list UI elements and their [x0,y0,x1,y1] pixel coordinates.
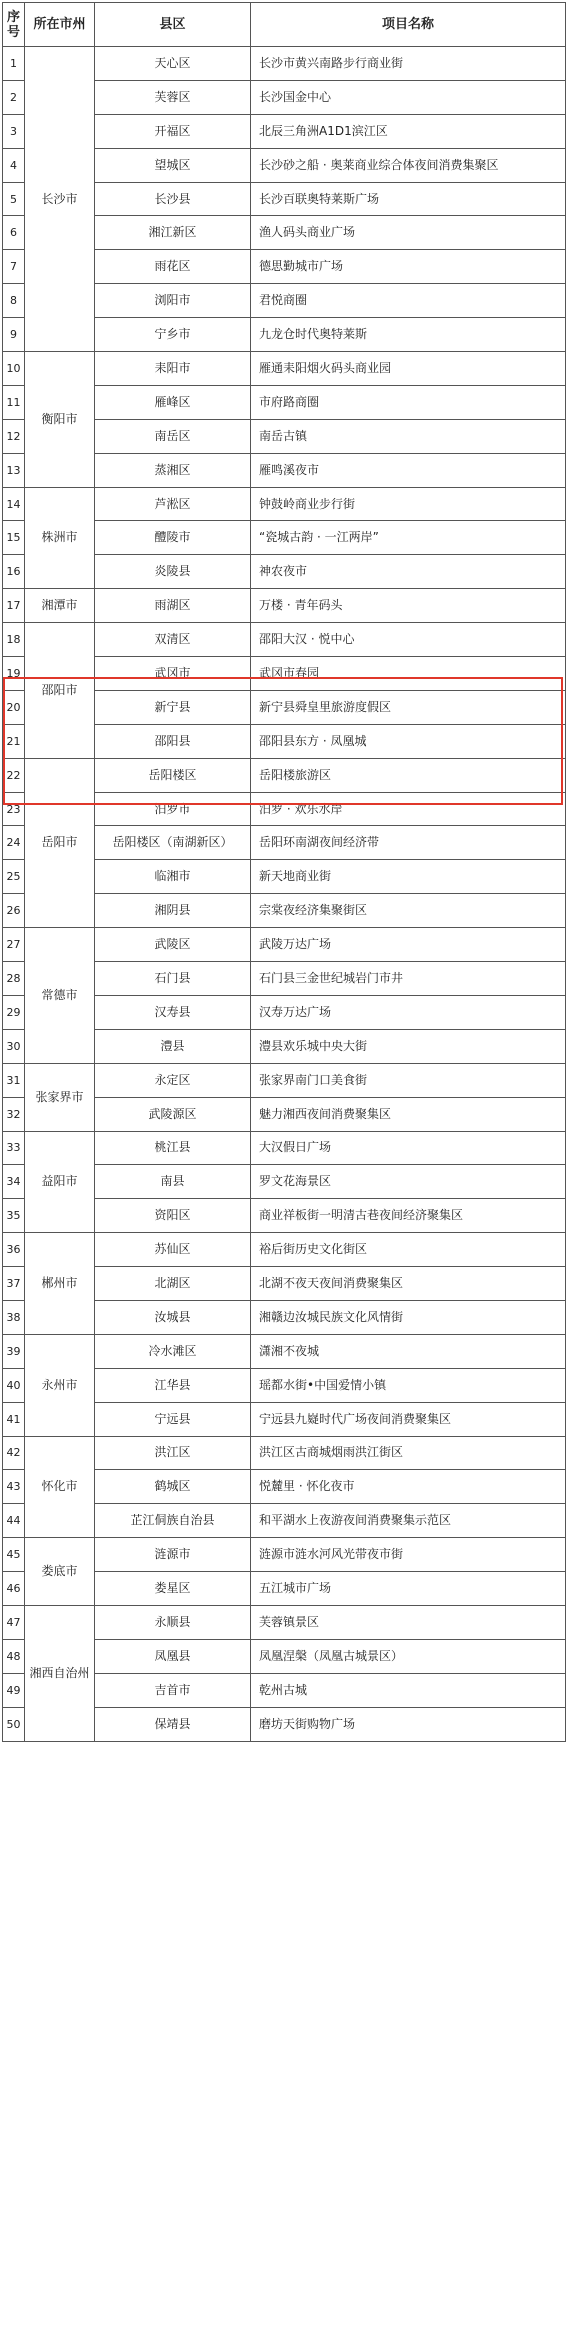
project-cell: 商业祥板街一明清古巷夜间经济聚集区 [251,1199,566,1233]
county-cell: 醴陵市 [95,521,251,555]
row-index: 31 [3,1063,25,1097]
row-index: 3 [3,114,25,148]
row-index: 45 [3,1538,25,1572]
row-index: 7 [3,250,25,284]
project-cell: 长沙百联奥特莱斯广场 [251,182,566,216]
project-cell: 罗文花海景区 [251,1165,566,1199]
row-index: 30 [3,1029,25,1063]
county-cell: 冷水滩区 [95,1334,251,1368]
row-index: 25 [3,860,25,894]
table-row [3,928,566,962]
row-index: 24 [3,826,25,860]
row-index: 5 [3,182,25,216]
county-cell: 保靖县 [95,1707,251,1741]
county-cell: 武陵源区 [95,1097,251,1131]
county-cell: 开福区 [95,114,251,148]
table-row [3,623,566,657]
row-index: 18 [3,623,25,657]
city-cell: 岳阳市 [25,758,95,927]
row-index: 38 [3,1300,25,1334]
project-cell: 魅力湘西夜间消费聚集区 [251,1097,566,1131]
county-cell: 耒阳市 [95,352,251,386]
table-row [3,352,566,386]
county-cell: 南岳区 [95,419,251,453]
row-index: 27 [3,928,25,962]
county-cell: 娄星区 [95,1572,251,1606]
row-index: 39 [3,1334,25,1368]
project-cell: 长沙砂之船 · 奥莱商业综合体夜间消费集聚区 [251,148,566,182]
county-cell: 蒸湘区 [95,453,251,487]
county-cell: 吉首市 [95,1673,251,1707]
project-cell: 武冈市春园 [251,657,566,691]
project-cell: 涟源市涟水河风光带夜市街 [251,1538,566,1572]
county-cell: 长沙县 [95,182,251,216]
project-cell: 九龙仓时代奥特莱斯 [251,318,566,352]
project-cell: 张家界南门口美食街 [251,1063,566,1097]
county-cell: 炎陵县 [95,555,251,589]
county-cell: 资阳区 [95,1199,251,1233]
row-index: 16 [3,555,25,589]
county-cell: 临湘市 [95,860,251,894]
row-index: 15 [3,521,25,555]
project-cell: 新宁县舜皇里旅游度假区 [251,690,566,724]
row-index: 33 [3,1131,25,1165]
row-index: 12 [3,419,25,453]
project-cell: 悦麓里 · 怀化夜市 [251,1470,566,1504]
project-cell: “瓷城古韵 · 一江两岸” [251,521,566,555]
row-index: 43 [3,1470,25,1504]
row-index: 9 [3,318,25,352]
row-index: 2 [3,80,25,114]
project-cell: 万楼 · 青年码头 [251,589,566,623]
table-row [3,1538,566,1572]
row-index: 36 [3,1233,25,1267]
project-cell: 南岳古镇 [251,419,566,453]
header-index: 序号 [3,3,25,47]
county-cell: 凤凰县 [95,1639,251,1673]
table-row [3,758,566,792]
row-index: 20 [3,690,25,724]
city-cell: 郴州市 [25,1233,95,1335]
county-cell: 汉寿县 [95,995,251,1029]
table-row [3,1605,566,1639]
header-county: 县区 [95,3,251,47]
row-index: 47 [3,1605,25,1639]
project-cell: 汉寿万达广场 [251,995,566,1029]
county-cell: 涟源市 [95,1538,251,1572]
county-cell: 岳阳楼区（南湖新区） [95,826,251,860]
row-index: 48 [3,1639,25,1673]
project-cell: 石门县三金世纪城岩门市井 [251,962,566,996]
county-cell: 北湖区 [95,1267,251,1301]
city-cell: 怀化市 [25,1436,95,1538]
row-index: 34 [3,1165,25,1199]
city-cell: 衡阳市 [25,352,95,488]
table-row [3,487,566,521]
county-cell: 新宁县 [95,690,251,724]
county-cell: 岳阳楼区 [95,758,251,792]
project-cell: 邵阳大汉 · 悦中心 [251,623,566,657]
city-cell: 邵阳市 [25,623,95,759]
table-header-row [3,3,566,47]
row-index: 41 [3,1402,25,1436]
project-cell: 大汉假日广场 [251,1131,566,1165]
table-row [3,1334,566,1368]
row-index: 50 [3,1707,25,1741]
project-cell: 和平湖水上夜游夜间消费聚集示范区 [251,1504,566,1538]
project-cell: 岳阳环南湖夜间经济带 [251,826,566,860]
county-cell: 邵阳县 [95,724,251,758]
project-cell: 长沙国金中心 [251,80,566,114]
row-index: 37 [3,1267,25,1301]
row-index: 42 [3,1436,25,1470]
city-cell: 娄底市 [25,1538,95,1606]
project-cell: 五江城市广场 [251,1572,566,1606]
row-index: 6 [3,216,25,250]
project-cell: 邵阳县东方 · 凤凰城 [251,724,566,758]
row-index: 4 [3,148,25,182]
project-cell: 北辰三角洲A1D1滨江区 [251,114,566,148]
row-index: 22 [3,758,25,792]
project-cell: 市府路商圈 [251,385,566,419]
row-index: 26 [3,894,25,928]
county-cell: 石门县 [95,962,251,996]
project-cell: 钟鼓岭商业步行街 [251,487,566,521]
project-cell: 神农夜市 [251,555,566,589]
county-cell: 雁峰区 [95,385,251,419]
project-cell: 长沙市黄兴南路步行商业街 [251,47,566,81]
county-cell: 雨花区 [95,250,251,284]
project-cell: 渔人码头商业广场 [251,216,566,250]
city-cell: 永州市 [25,1334,95,1436]
county-cell: 雨湖区 [95,589,251,623]
row-index: 13 [3,453,25,487]
county-cell: 宁远县 [95,1402,251,1436]
county-cell: 洪江区 [95,1436,251,1470]
project-cell: 瑶都水街•中国爱情小镇 [251,1368,566,1402]
project-cell: 芙蓉镇景区 [251,1605,566,1639]
county-cell: 武陵区 [95,928,251,962]
project-cell: 宗棠夜经济集聚街区 [251,894,566,928]
county-cell: 浏阳市 [95,284,251,318]
row-index: 28 [3,962,25,996]
project-cell: 乾州古城 [251,1673,566,1707]
header-city: 所在市州 [25,3,95,47]
projects-table [2,2,566,1742]
row-index: 8 [3,284,25,318]
county-cell: 南县 [95,1165,251,1199]
project-cell: 湘赣边汝城民族文化风情街 [251,1300,566,1334]
county-cell: 江华县 [95,1368,251,1402]
table-row [3,1063,566,1097]
table-row [3,1233,566,1267]
city-cell: 株洲市 [25,487,95,589]
row-index: 10 [3,352,25,386]
county-cell: 汨罗市 [95,792,251,826]
county-cell: 湘江新区 [95,216,251,250]
county-cell: 宁乡市 [95,318,251,352]
project-cell: 君悦商圈 [251,284,566,318]
project-cell: 裕后街历史文化街区 [251,1233,566,1267]
row-index: 1 [3,47,25,81]
county-cell: 武冈市 [95,657,251,691]
county-cell: 鹤城区 [95,1470,251,1504]
city-cell: 常德市 [25,928,95,1064]
project-cell: 德思勤城市广场 [251,250,566,284]
county-cell: 苏仙区 [95,1233,251,1267]
county-cell: 双清区 [95,623,251,657]
city-cell: 湘潭市 [25,589,95,623]
row-index: 14 [3,487,25,521]
county-cell: 桃江县 [95,1131,251,1165]
row-index: 40 [3,1368,25,1402]
table-row [3,1436,566,1470]
row-index: 35 [3,1199,25,1233]
city-cell: 湘西自治州 [25,1605,95,1741]
row-index: 29 [3,995,25,1029]
county-cell: 天心区 [95,47,251,81]
project-cell: 北湖不夜天夜间消费聚集区 [251,1267,566,1301]
row-index: 19 [3,657,25,691]
table-row [3,589,566,623]
county-cell: 澧县 [95,1029,251,1063]
row-index: 21 [3,724,25,758]
row-index: 11 [3,385,25,419]
row-index: 46 [3,1572,25,1606]
city-cell: 益阳市 [25,1131,95,1233]
county-cell: 芦淞区 [95,487,251,521]
project-cell: 澧县欢乐城中央大街 [251,1029,566,1063]
row-index: 17 [3,589,25,623]
city-cell: 长沙市 [25,47,95,352]
table-row [3,47,566,81]
project-cell: 磨坊天街购物广场 [251,1707,566,1741]
county-cell: 永顺县 [95,1605,251,1639]
project-cell: 雁通耒阳烟火码头商业园 [251,352,566,386]
row-index: 23 [3,792,25,826]
project-cell: 洪江区古商城烟雨洪江街区 [251,1436,566,1470]
county-cell: 芙蓉区 [95,80,251,114]
project-cell: 宁远县九嶷时代广场夜间消费聚集区 [251,1402,566,1436]
county-cell: 湘阴县 [95,894,251,928]
project-cell: 雁鸣溪夜市 [251,453,566,487]
county-cell: 望城区 [95,148,251,182]
project-cell: 新天地商业街 [251,860,566,894]
project-cell: 武陵万达广场 [251,928,566,962]
county-cell: 汝城县 [95,1300,251,1334]
header-project: 项目名称 [251,3,566,47]
city-cell: 张家界市 [25,1063,95,1131]
row-index: 44 [3,1504,25,1538]
project-cell: 凤凰涅槃（凤凰古城景区） [251,1639,566,1673]
county-cell: 永定区 [95,1063,251,1097]
county-cell: 芷江侗族自治县 [95,1504,251,1538]
project-cell: 岳阳楼旅游区 [251,758,566,792]
row-index: 32 [3,1097,25,1131]
row-index: 49 [3,1673,25,1707]
project-cell: 汨罗 · 欢乐水岸 [251,792,566,826]
table-row [3,1131,566,1165]
project-cell: 潇湘不夜城 [251,1334,566,1368]
